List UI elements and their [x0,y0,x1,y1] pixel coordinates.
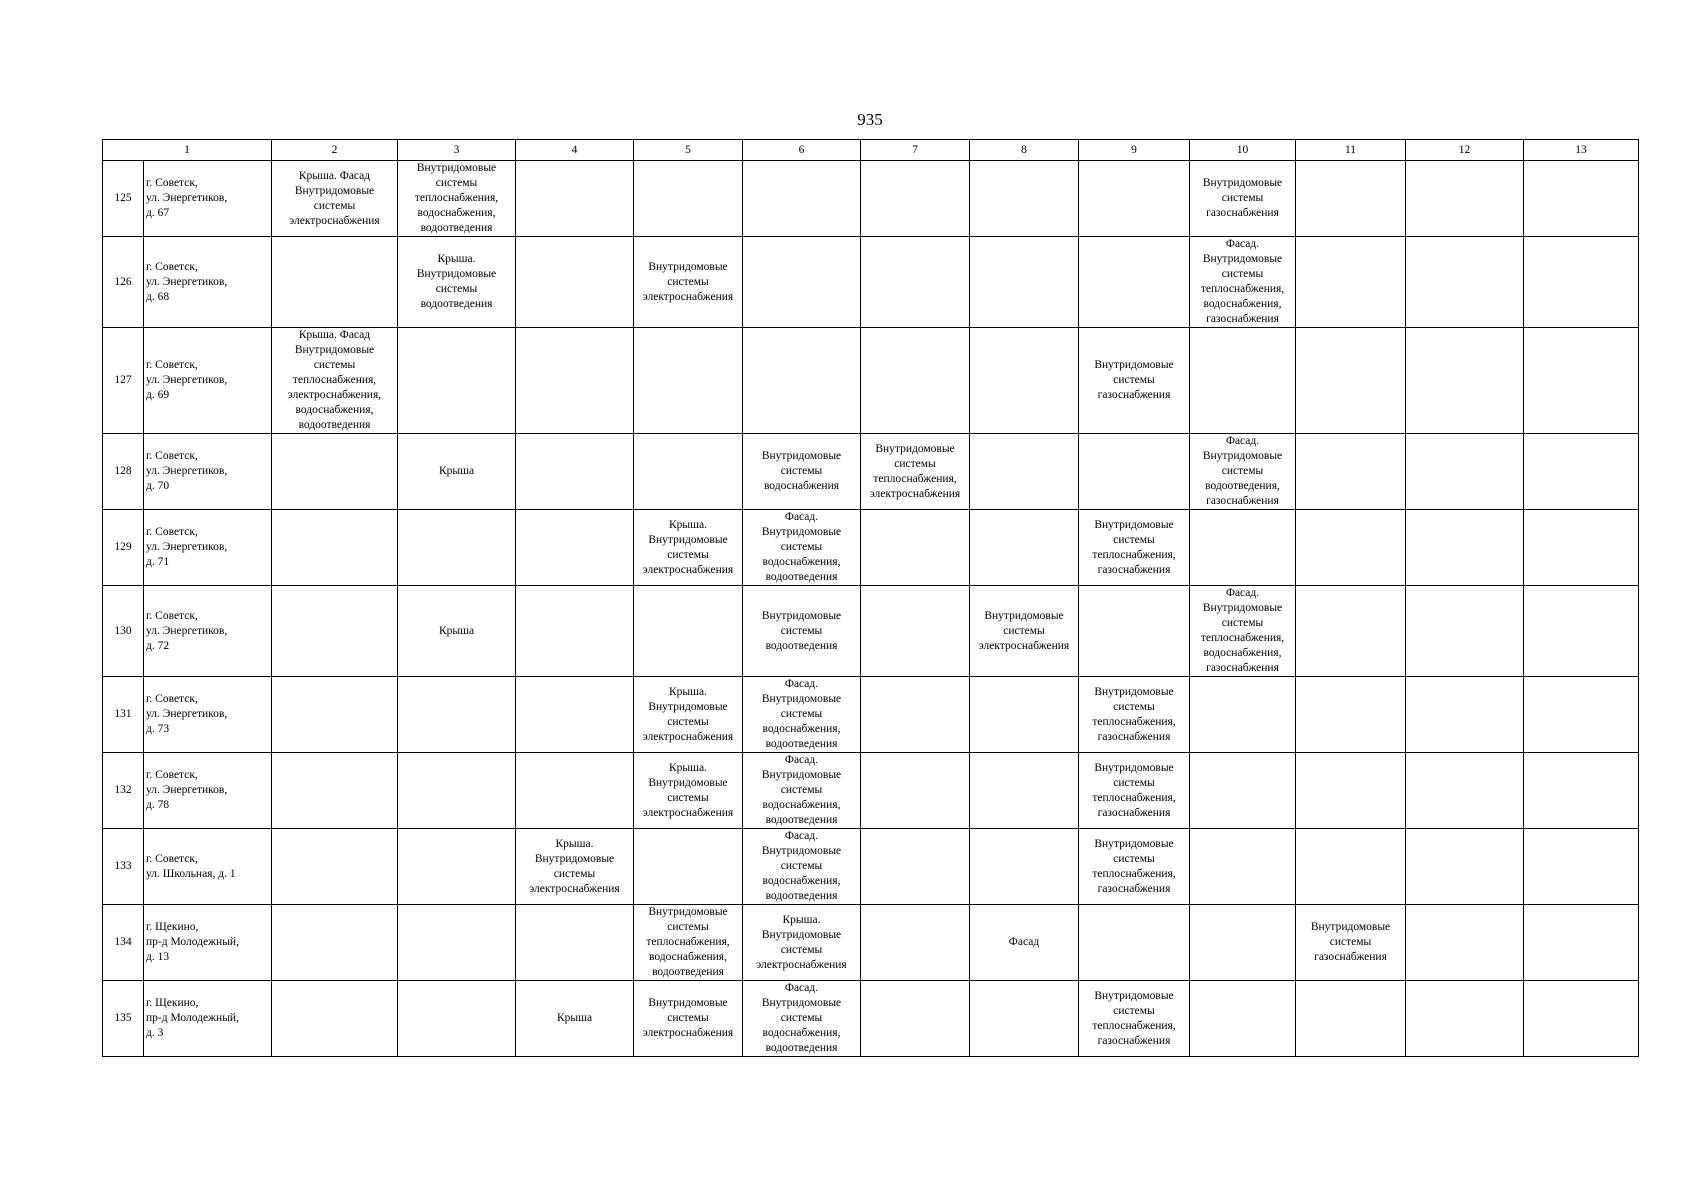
work-cell-col-11 [1296,677,1406,753]
column-number-8: 8 [970,140,1079,161]
work-cell-col-5: Внутридомовые системы теплоснабжения, водоснабжения, водоотведения [634,905,743,981]
work-cell-col-8 [970,434,1079,510]
work-cell-col-9 [1079,237,1190,328]
work-cell-col-7 [861,510,970,586]
address-cell: г. Щекино, пр-д Молодежный, д. 13 [144,905,272,981]
work-cell-col-11 [1296,434,1406,510]
work-cell-col-4 [516,161,634,237]
work-cell-col-8 [970,753,1079,829]
work-cell-col-6 [743,328,861,434]
work-cell-col-4 [516,586,634,677]
work-cell-col-12 [1406,328,1524,434]
work-cell-col-11: Внутридомовые системы газоснабжения [1296,905,1406,981]
work-cell-col-9 [1079,905,1190,981]
work-cell-col-13 [1524,905,1639,981]
work-cell-col-2 [272,981,398,1057]
work-cell-col-13 [1524,829,1639,905]
address-cell: г. Советск, ул. Энергетиков, д. 69 [144,328,272,434]
work-cell-col-8 [970,829,1079,905]
address-cell: г. Советск, ул. Энергетиков, д. 72 [144,586,272,677]
work-cell-col-7 [861,753,970,829]
column-number-2: 2 [272,140,398,161]
work-cell-col-9: Внутридомовые системы теплоснабжения, газоснабжения [1079,753,1190,829]
work-cell-col-2 [272,753,398,829]
work-cell-col-6: Фасад. Внутридомовые системы водоснабжения, водоотведения [743,677,861,753]
row-number: 135 [103,981,144,1057]
work-cell-col-3 [398,510,516,586]
work-cell-col-12 [1406,905,1524,981]
work-cell-col-2 [272,434,398,510]
work-cell-col-13 [1524,981,1639,1057]
work-cell-col-5: Крыша. Внутридомовые системы электроснабжения [634,753,743,829]
work-cell-col-5 [634,161,743,237]
column-number-7: 7 [861,140,970,161]
work-cell-col-3: Крыша [398,434,516,510]
work-cell-col-2: Крыша. Фасад Внутридомовые системы теплоснабжения, электроснабжения, водоснабжения, водоотведения [272,328,398,434]
work-cell-col-8: Внутридомовые системы электроснабжения [970,586,1079,677]
row-number: 132 [103,753,144,829]
row-number: 130 [103,586,144,677]
column-number-header-row [103,140,1639,161]
address-cell: г. Щекино, пр-д Молодежный, д. 3 [144,981,272,1057]
work-cell-col-5 [634,586,743,677]
row-number: 128 [103,434,144,510]
work-cell-col-5: Внутридомовые системы электроснабжения [634,981,743,1057]
work-cell-col-13 [1524,677,1639,753]
work-cell-col-12 [1406,510,1524,586]
row-number: 127 [103,328,144,434]
work-cell-col-6: Фасад. Внутридомовые системы водоснабжения, водоотведения [743,981,861,1057]
column-number-4: 4 [516,140,634,161]
work-cell-col-10: Фасад. Внутридомовые системы теплоснабжения, водоснабжения, газоснабжения [1190,586,1296,677]
work-cell-col-9 [1079,586,1190,677]
work-cell-col-10: Фасад. Внутридомовые системы водоотведения, газоснабжения [1190,434,1296,510]
work-cell-col-8 [970,161,1079,237]
column-number-3: 3 [398,140,516,161]
work-cell-col-2 [272,510,398,586]
work-cell-col-5: Крыша. Внутридомовые системы электроснабжения [634,677,743,753]
work-cell-col-11 [1296,510,1406,586]
work-cell-col-6: Внутридомовые системы водоотведения [743,586,861,677]
work-cell-col-3: Крыша [398,586,516,677]
row-number: 129 [103,510,144,586]
work-cell-col-8 [970,328,1079,434]
work-cell-col-11 [1296,753,1406,829]
work-cell-col-4: Крыша [516,981,634,1057]
row-number: 125 [103,161,144,237]
row-number: 126 [103,237,144,328]
work-cell-col-13 [1524,328,1639,434]
work-cell-col-3 [398,981,516,1057]
address-cell: г. Советск, ул. Энергетиков, д. 67 [144,161,272,237]
work-cell-col-4 [516,510,634,586]
work-cell-col-6: Внутридомовые системы водоснабжения [743,434,861,510]
work-cell-col-8 [970,677,1079,753]
table-row [103,510,1639,586]
table-row [103,328,1639,434]
work-cell-col-11 [1296,586,1406,677]
work-cell-col-7 [861,586,970,677]
work-cell-col-11 [1296,237,1406,328]
work-cell-col-13 [1524,161,1639,237]
address-cell: г. Советск, ул. Энергетиков, д. 71 [144,510,272,586]
work-cell-col-11 [1296,328,1406,434]
column-number-13: 13 [1524,140,1639,161]
address-cell: г. Советск, ул. Энергетиков, д. 78 [144,753,272,829]
work-cell-col-10 [1190,510,1296,586]
work-cell-col-13 [1524,237,1639,328]
work-cell-col-8 [970,237,1079,328]
row-number: 133 [103,829,144,905]
work-cell-col-12 [1406,753,1524,829]
work-cell-col-6: Фасад. Внутридомовые системы водоснабжения, водоотведения [743,829,861,905]
work-cell-col-4 [516,237,634,328]
work-cell-col-12 [1406,434,1524,510]
work-cell-col-4 [516,677,634,753]
address-cell: г. Советск, ул. Школьная, д. 1 [144,829,272,905]
column-number-11: 11 [1296,140,1406,161]
work-cell-col-2 [272,677,398,753]
work-cell-col-6: Крыша. Внутридомовые системы электроснабжения [743,905,861,981]
work-cell-col-5 [634,829,743,905]
work-cell-col-3 [398,328,516,434]
work-cell-col-6 [743,237,861,328]
work-cell-col-8 [970,510,1079,586]
work-cell-col-6: Фасад. Внутридомовые системы водоснабжения, водоотведения [743,753,861,829]
work-cell-col-12 [1406,829,1524,905]
work-cell-col-2: Крыша. Фасад Внутридомовые системы электроснабжения [272,161,398,237]
work-cell-col-7 [861,905,970,981]
work-cell-col-11 [1296,829,1406,905]
page-number: 935 [857,110,883,129]
work-cell-col-7 [861,677,970,753]
repair-schedule-table [102,139,1639,1057]
work-cell-col-8: Фасад [970,905,1079,981]
work-cell-col-12 [1406,677,1524,753]
work-cell-col-4 [516,753,634,829]
work-cell-col-3 [398,677,516,753]
work-cell-col-10 [1190,328,1296,434]
work-cell-col-2 [272,829,398,905]
address-cell: г. Советск, ул. Энергетиков, д. 70 [144,434,272,510]
work-cell-col-5 [634,434,743,510]
work-cell-col-9: Внутридомовые системы теплоснабжения, газоснабжения [1079,510,1190,586]
work-cell-col-10 [1190,677,1296,753]
column-number-9: 9 [1079,140,1190,161]
work-cell-col-6 [743,161,861,237]
work-cell-col-13 [1524,586,1639,677]
work-cell-col-10 [1190,753,1296,829]
column-number-10: 10 [1190,140,1296,161]
work-cell-col-7 [861,237,970,328]
work-cell-col-9: Внутридомовые системы теплоснабжения, газоснабжения [1079,981,1190,1057]
work-cell-col-10: Внутридомовые системы газоснабжения [1190,161,1296,237]
work-cell-col-13 [1524,510,1639,586]
row-number: 134 [103,905,144,981]
row-number: 131 [103,677,144,753]
work-cell-col-9 [1079,161,1190,237]
work-cell-col-3: Внутридомовые системы теплоснабжения, водоснабжения, водоотведения [398,161,516,237]
work-cell-col-2 [272,237,398,328]
column-number-1: 1 [103,140,272,161]
work-cell-col-13 [1524,753,1639,829]
work-cell-col-9: Внутридомовые системы теплоснабжения, газоснабжения [1079,677,1190,753]
work-cell-col-2 [272,586,398,677]
work-cell-col-4: Крыша. Внутридомовые системы электроснабжения [516,829,634,905]
work-cell-col-10 [1190,981,1296,1057]
work-cell-col-12 [1406,981,1524,1057]
work-cell-col-12 [1406,237,1524,328]
table-row [103,161,1639,237]
work-cell-col-5 [634,328,743,434]
work-cell-col-10: Фасад. Внутридомовые системы теплоснабжения, водоснабжения, газоснабжения [1190,237,1296,328]
work-cell-col-7 [861,829,970,905]
work-cell-col-10 [1190,905,1296,981]
work-cell-col-3 [398,905,516,981]
work-cell-col-7 [861,161,970,237]
table-row [103,677,1639,753]
work-cell-col-11 [1296,161,1406,237]
work-cell-col-3 [398,829,516,905]
table-row [103,905,1639,981]
work-cell-col-10 [1190,829,1296,905]
work-cell-col-5: Внутридомовые системы электроснабжения [634,237,743,328]
work-cell-col-4 [516,905,634,981]
table-row [103,981,1639,1057]
table-row [103,237,1639,328]
work-cell-col-7 [861,328,970,434]
work-cell-col-2 [272,905,398,981]
address-cell: г. Советск, ул. Энергетиков, д. 73 [144,677,272,753]
work-cell-col-5: Крыша. Внутридомовые системы электроснабжения [634,510,743,586]
work-cell-col-9: Внутридомовые системы теплоснабжения, газоснабжения [1079,829,1190,905]
work-cell-col-9 [1079,434,1190,510]
column-number-5: 5 [634,140,743,161]
table-row [103,434,1639,510]
table-row [103,829,1639,905]
work-cell-col-9: Внутридомовые системы газоснабжения [1079,328,1190,434]
work-cell-col-12 [1406,586,1524,677]
table-row [103,586,1639,677]
work-cell-col-7 [861,981,970,1057]
work-cell-col-4 [516,434,634,510]
work-cell-col-13 [1524,434,1639,510]
work-cell-col-8 [970,981,1079,1057]
column-number-6: 6 [743,140,861,161]
table-row [103,753,1639,829]
work-cell-col-12 [1406,161,1524,237]
address-cell: г. Советск, ул. Энергетиков, д. 68 [144,237,272,328]
work-cell-col-4 [516,328,634,434]
work-cell-col-11 [1296,981,1406,1057]
column-number-12: 12 [1406,140,1524,161]
work-cell-col-3 [398,753,516,829]
work-cell-col-3: Крыша. Внутридомовые системы водоотведения [398,237,516,328]
work-cell-col-6: Фасад. Внутридомовые системы водоснабжения, водоотведения [743,510,861,586]
work-cell-col-7: Внутридомовые системы теплоснабжения, электроснабжения [861,434,970,510]
